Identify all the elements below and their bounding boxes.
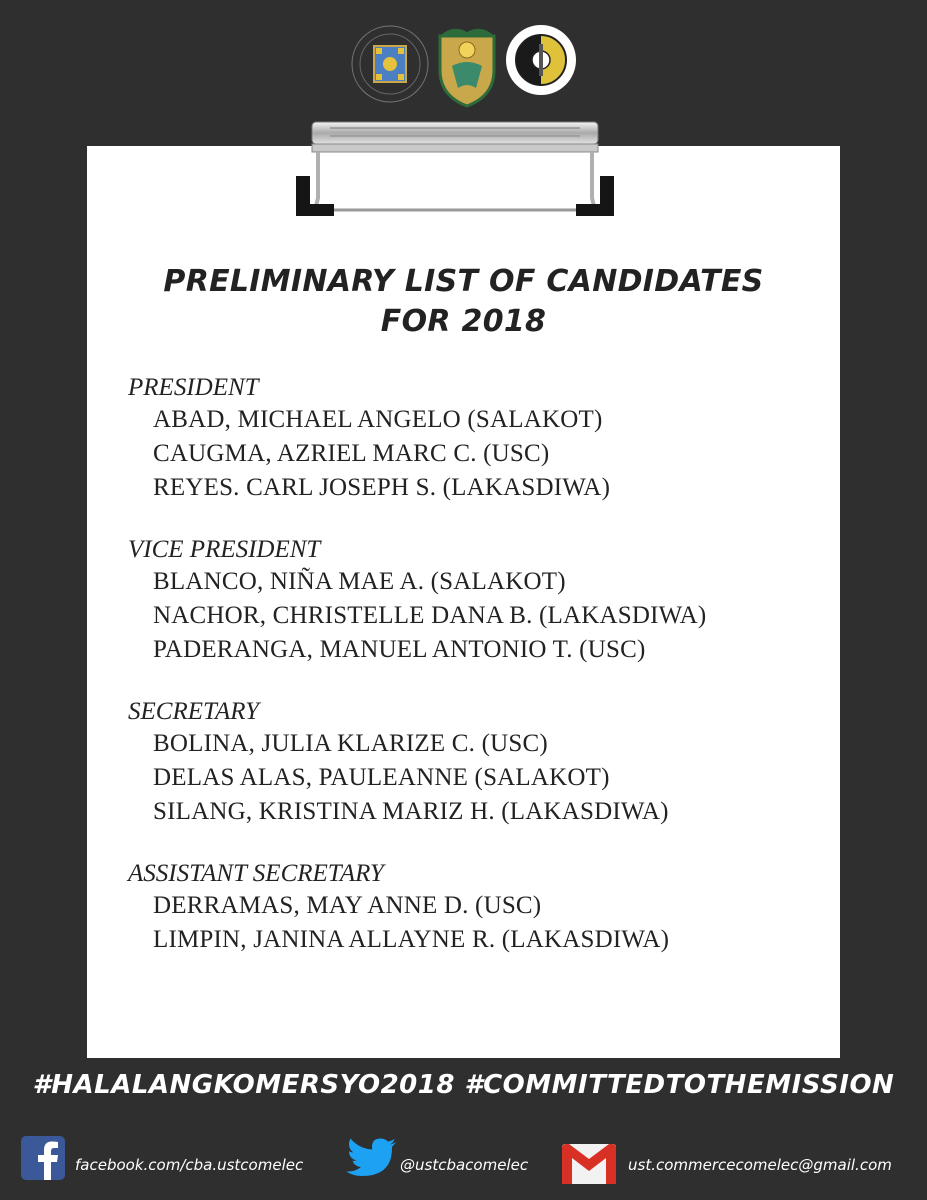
section-secretary bbox=[128, 696, 828, 829]
candidate-list bbox=[128, 372, 828, 986]
title-line-2: FOR 2018 bbox=[380, 304, 547, 339]
gmail-link[interactable]: ust.commercecomelec@gmail.com bbox=[628, 1156, 892, 1174]
candidate-item: PADERANGA, MANUEL ANTONIO T. (USC) bbox=[153, 636, 646, 663]
comelec-seal-logo bbox=[505, 24, 577, 96]
section-heading: VICE PRESIDENT bbox=[128, 536, 321, 563]
candidate-item: LIMPIN, JANINA ALLAYNE R. (LAKASDIWA) bbox=[153, 926, 670, 953]
section-heading: ASSISTANT SECRETARY bbox=[128, 860, 384, 887]
facebook-link[interactable]: facebook.com/cba.ustcomelec bbox=[75, 1156, 304, 1174]
logo-row bbox=[0, 22, 927, 108]
section-heading: SECRETARY bbox=[128, 698, 260, 725]
social-footer bbox=[0, 1130, 927, 1190]
candidate-item: ABAD, MICHAEL ANGELO (SALAKOT) bbox=[153, 406, 603, 433]
twitter-link[interactable]: @ustcbacomelec bbox=[400, 1156, 529, 1174]
candidate-item: CAUGMA, AZRIEL MARC C. (USC) bbox=[153, 440, 550, 467]
candidate-item: DERRAMAS, MAY ANNE D. (USC) bbox=[153, 892, 542, 919]
section-president bbox=[128, 372, 828, 505]
candidate-item: DELAS ALAS, PAULEANNE (SALAKOT) bbox=[153, 764, 610, 791]
facebook-icon[interactable] bbox=[21, 1136, 65, 1180]
college-crest-logo bbox=[432, 22, 502, 108]
section-heading: PRESIDENT bbox=[128, 374, 259, 401]
hashtags-banner: #HALALANGKOMERSYO2018 #COMMITTEDTOTHEMISSION bbox=[32, 1070, 895, 1100]
candidate-item: SILANG, KRISTINA MARIZ H. (LAKASDIWA) bbox=[153, 798, 669, 825]
candidate-item: NACHOR, CHRISTELLE DANA B. (LAKASDIWA) bbox=[153, 602, 707, 629]
candidate-item: REYES. CARL JOSEPH S. (LAKASDIWA) bbox=[153, 474, 611, 501]
gmail-icon[interactable] bbox=[562, 1144, 616, 1184]
twitter-icon[interactable] bbox=[346, 1136, 398, 1180]
ust-seal-logo bbox=[350, 24, 430, 104]
candidate-item: BOLINA, JULIA KLARIZE C. (USC) bbox=[153, 730, 548, 757]
section-vice-president bbox=[128, 534, 828, 667]
title-line-1: PRELIMINARY LIST OF CANDIDATES bbox=[163, 264, 764, 299]
candidate-item: BLANCO, NIÑA MAE A. (SALAKOT) bbox=[153, 568, 566, 595]
section-assistant-secretary bbox=[128, 858, 828, 957]
page-title bbox=[87, 262, 840, 342]
clipboard-clip bbox=[290, 118, 620, 228]
